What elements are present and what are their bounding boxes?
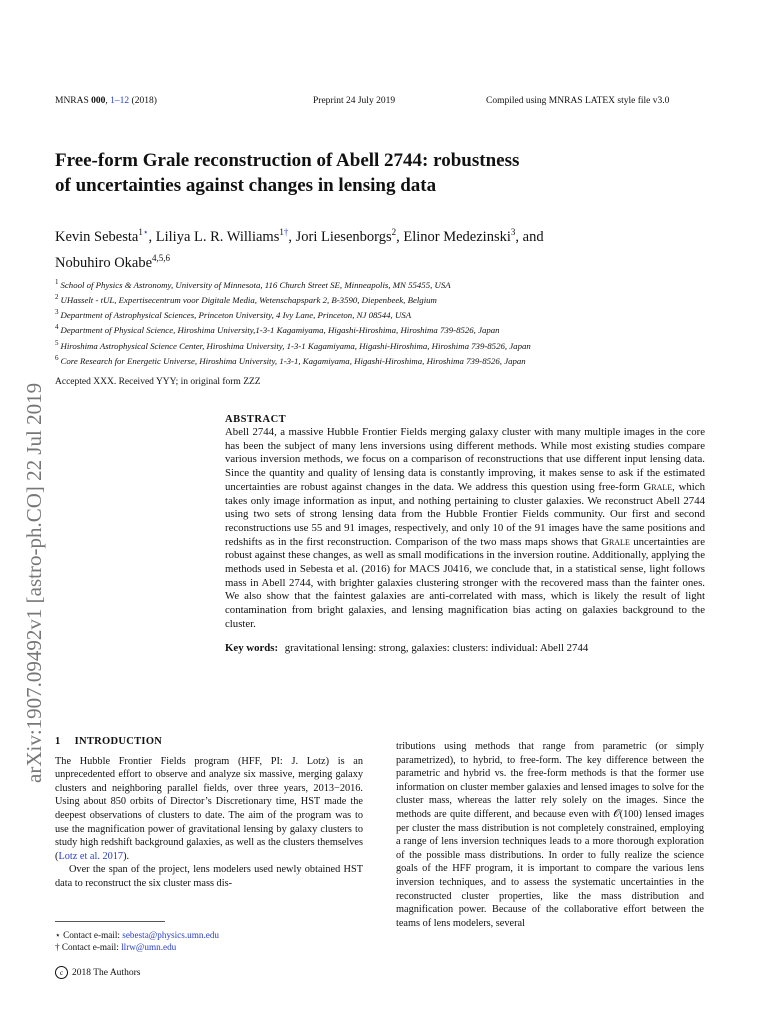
intro-paragraph-2: Over the span of the project, lens modelers used newly obtained HST data to reconstruct the six cluster mass dis- <box>55 864 363 889</box>
author-5: Nobuhiro Okabe <box>55 254 153 271</box>
footnotes <box>55 929 219 953</box>
section-heading-introduction: 1 INTRODUCTION <box>55 736 163 747</box>
author-1-footnote-link[interactable]: ⋆ <box>142 227 149 237</box>
compiled-note: Compiled using MNRAS LATEX style file v3.0 <box>486 96 670 106</box>
intro-paragraph-1: The Hubble Frontier Fields program (HFF, PI: J. Lotz) is an unprecedented effort to observe and analyze six massive, merging galaxy clusters and neighboring parallel fields, over three years, 2013−2016. Using about 850 orbits of Director’s Discretionary time, HST made the deepest observations of clusters to date. The aim of the program was to use the magnification power of gravitational lensing by galaxy clusters to study high redshift background galaxies, as well as the clusters themselves (Lotz et al. 2017). <box>55 755 363 862</box>
author-1: Kevin Sebesta <box>55 228 139 245</box>
copyright-icon: c <box>55 966 68 979</box>
preprint-date: Preprint 24 July 2019 <box>313 96 396 106</box>
page-range-link[interactable]: 1–12 <box>110 96 130 106</box>
title-line-2: of uncertainties against changes in lensing data <box>55 175 437 196</box>
email-link-sebesta[interactable]: sebesta@physics.umn.edu <box>122 930 220 940</box>
arxiv-identifier: arXiv:1907.09492v1 [astro-ph.CO] 22 Jul 2019 <box>22 382 46 783</box>
keywords-label: Key words: <box>225 641 279 654</box>
affiliation-item: $^6$ Core Research for Energetic Universe, Hiroshima University, 1-3-1, Kagamiyama, Higashi-Hiroshima, Hiroshima 739-8526, Japan <box>55 353 526 366</box>
intro-right-column: tributions using methods that range from parametric (or simply parametrized), to hybrid, to free-form. The key difference between the parametric and hybrid vs. the free-form methods is that the former use information on cluster member galaxies and lensed images to solve for the cluster mass, whereas the latter rely solely on the images. Since the methods are quite different, and because even with 𝒪(100) lensed images per cluster the mass distribution is not completely constrained, employing a range of lens inversion techniques leads to a more thorough exploration of the possible mass distributions. In order to fully realize the science goals of the HFF program, it is important to compare the various lens inversion techniques, and to assess the systematic uncertainties in the reconstructed cluster properties, like the mass distribution and magnification power. Because of the collaborative effort between the teams of lens modelers, several <box>396 741 704 929</box>
author-list: Kevin Sebesta$^{1⋆}$, Liliya L. R. Williams$^{1\dagger}$, Jori Liesenborgs$^2$, Elinor Medezinski$^3$, and Nobuhiro Okabe$^{4,5,6}$ <box>55 227 544 271</box>
author-4: Elinor Medezinski <box>403 228 511 245</box>
affiliation-item: $^4$ Department of Physical Science, Hiroshima University,1-3-1 Kagamiyama, Higashi-Hiroshima, Hiroshima 739-8526, Japan <box>55 323 500 336</box>
footnote-1: ⋆ Contact e-mail: sebesta@physics.umn.edu <box>55 930 220 940</box>
abstract-text: Abell 2744, a massive Hubble Frontier Fields merging galaxy cluster with many multiple images in the core has been the subject of many lens inversions using different methods. While most existing studies compare various inversion methods, we focus on a comparison of reconstructions that use different input lensing data. Since the quantity and quality of lensing data is constantly improving, it makes sense to ask if the estimated uncertainties are robust against changes in the data. We address this question using free-form Grale, which takes only image information as input, and nothing pertaining to cluster galaxies. We reconstruct Abell 2744 using two sets of strong lensing data from the Hubble Frontier Fields community. Our first and second reconstructions use 55 and 91 images, respectively, and only 10 of the 91 images have the same positions and redshifts as in the first reconstruction. Comparison of the two mass maps shows that Grale uncertainties are robust against these changes, as well as small modifications in the inversion routine. Additionally, applying the methods used in Sebesta et al. (2016) for MACS J0416, we conclude that, in a statistical sense, light follows mass in Abell 2744, with brighter galaxies clustering stronger with the recovered mass than the fainter ones. We also show that the faintest galaxies are anti-correlated with mass, which is likely the result of light contamination from bright galaxies, and lensing magnification bias acting on galaxies background to the cluster. <box>225 426 705 630</box>
keywords-text: gravitational lensing: strong, galaxies: clusters: individual: Abell 2744 <box>284 641 589 654</box>
affiliation-item: $^1$ School of Physics & Astronomy, University of Minnesota, 116 Church Street SE, Minneapolis, MN 55455, USA <box>55 278 451 290</box>
author-2-footnote-link[interactable]: † <box>283 227 289 237</box>
email-link-williams[interactable]: llrw@umn.edu <box>121 942 177 952</box>
keywords <box>225 642 705 654</box>
author-3: Jori Liesenborgs <box>295 228 392 245</box>
footnote-rule <box>55 921 165 922</box>
footnote-2: † Contact e-mail: llrw@umn.edu <box>55 942 177 952</box>
copyright-line: c 2018 The Authors <box>55 966 140 979</box>
intro-left-column <box>55 735 363 891</box>
affiliation-item: $^3$ Department of Astrophysical Sciences, Princeton University, 4 Ivy Lane, Princeton, NJ 08544, USA <box>55 308 412 321</box>
citation-lotz-link[interactable]: Lotz et al. 2017 <box>58 850 124 862</box>
author-2: Liliya L. R. Williams <box>155 228 280 245</box>
affiliations <box>55 276 735 367</box>
affiliation-item: $^2$ UHasselt - tUL, Expertisecentrum voor Digitale Media, Wetenschapspark 2, B-3590, Diepenbeek, Belgium <box>55 293 437 306</box>
affiliation-item: $^5$ Hiroshima Astrophysical Science Center, Hiroshima University, 1-3-1 Kagamiyama, Higashi-Hiroshima, Hiroshima 739-8526, Japan <box>55 338 531 351</box>
title-line-1: Free-form Grale reconstruction of Abell 2744: robustness <box>55 150 520 171</box>
running-header-journal: MNRAS 000, 1–12 (2018) <box>55 96 157 106</box>
accepted-received-line: Accepted XXX. Received YYY; in original form ZZZ <box>55 377 261 387</box>
abstract-block <box>225 414 705 654</box>
abstract-heading: ABSTRACT <box>225 414 287 425</box>
paper-title <box>55 148 715 198</box>
